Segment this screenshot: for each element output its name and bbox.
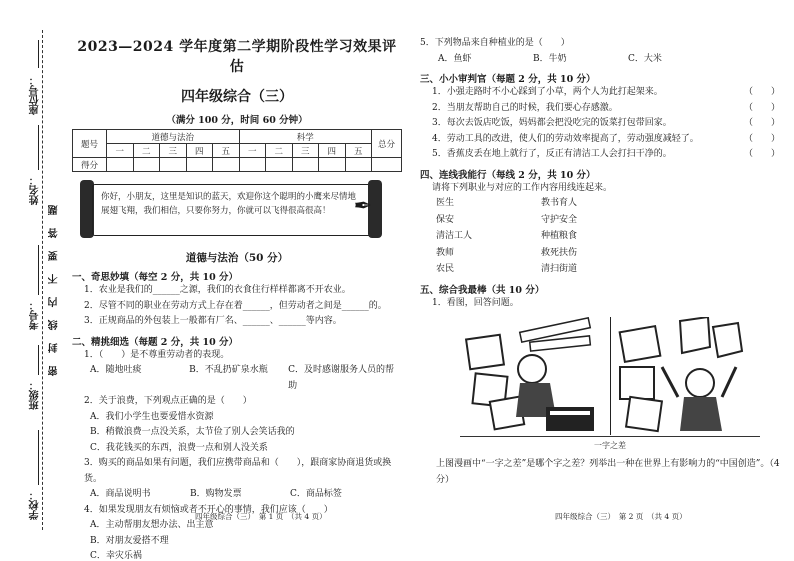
option[interactable]: B．牛奶 — [533, 53, 567, 64]
judge-item — [420, 132, 780, 148]
q-number: 一 — [239, 144, 266, 158]
q2-5-stem: 5．下列物品来自种植业的是（ ） — [420, 38, 570, 48]
school-blank[interactable] — [38, 430, 39, 485]
job-item[interactable]: 医生 — [436, 198, 455, 208]
option[interactable]: A．我们小学生也要爱惜水资源 — [90, 411, 214, 422]
job-item[interactable]: 教师 — [436, 247, 455, 258]
judge-item — [420, 116, 780, 132]
q3-title: 三、小小审判官（每题 2 分，共 10 分） — [420, 74, 596, 85]
q-number: 三 — [292, 144, 319, 158]
exam-number-blank[interactable] — [38, 245, 39, 295]
cartoon-illustration — [460, 317, 760, 437]
q1-item: 3．正规商品的外包装上一般都有厂名、______、______等内容。 — [84, 316, 342, 326]
page-1 — [72, 36, 402, 561]
q-number: 一 — [107, 144, 134, 158]
answer-bracket[interactable]: （ ） — [743, 118, 780, 128]
name-label: 姓名： — [30, 175, 41, 205]
q2-title: 二、精挑细选（每题 2 分，共 10 分） — [72, 336, 239, 348]
group-science: 科学 — [239, 130, 372, 144]
quill-pen-icon: ✒ — [353, 194, 372, 219]
seat-number-blank[interactable] — [38, 40, 39, 68]
q2-5-options — [420, 52, 780, 68]
q2-stem: 3．购买的商品如果有问题，我们应携带商品和（ ），跟商家协商退货或换货。 — [84, 458, 392, 484]
seal-char: 题 — [49, 205, 60, 215]
q-number: 三 — [160, 144, 187, 158]
seal-char: 答 — [49, 228, 60, 238]
job-item[interactable]: 农民 — [436, 264, 455, 274]
job-item[interactable]: 清洁工人 — [436, 231, 473, 241]
seal-char: 封 — [49, 343, 60, 353]
answer-bracket[interactable]: （ ） — [743, 133, 780, 144]
exam-number-label: 考号： — [30, 300, 41, 330]
option[interactable]: B．稍微浪费一点没关系，太节俭了别人会笑话我的 — [90, 427, 295, 437]
judge-item — [420, 101, 780, 117]
class-blank[interactable] — [38, 345, 39, 375]
total-header: 总分 — [372, 130, 402, 158]
page-2 — [420, 36, 780, 488]
option[interactable]: C．商品标签 — [290, 489, 342, 499]
group-moral-law: 道德与法治 — [107, 130, 240, 144]
score-cell[interactable] — [213, 158, 240, 172]
duty-item[interactable]: 清扫街道 — [541, 264, 578, 274]
page-footer-1: 四年级综合（三） 第 1 页 （共 4 页） — [195, 512, 327, 521]
encouragement-banner — [80, 180, 390, 238]
answer-bracket[interactable]: （ ） — [743, 149, 780, 159]
seal-char: 不 — [49, 274, 60, 284]
duty-item[interactable]: 守护安全 — [541, 214, 578, 225]
judge-text: 3．每次去饭店吃饭，妈妈都会把没吃完的饭菜打包带回家。 — [432, 118, 672, 128]
score-cell[interactable] — [186, 158, 213, 172]
option[interactable]: C．及时感谢服务人员的帮助 — [288, 365, 395, 391]
row-label-score: 得分 — [73, 158, 107, 172]
duty-item[interactable]: 教书育人 — [541, 198, 578, 208]
judge-text: 4．劳动工具的改进，使人们的劳动效率提高了，劳动强度减轻了。 — [432, 133, 699, 144]
q2-stem: 1．（ ）是不尊重劳动者的表现。 — [84, 349, 230, 360]
score-cell[interactable] — [292, 158, 319, 172]
q1-item: 2．尽管不同的职业在劳动方式上存在着______，但劳动者之间是______的。 — [84, 300, 387, 311]
matching-grid — [420, 196, 780, 278]
option[interactable]: A．鱼虾 — [438, 53, 472, 64]
q2-stem: 4．如果发现朋友有烦恼或者不开心的事情，我们应该（ ） — [84, 504, 333, 515]
q5-title: 五、综合我最棒（共 10 分） — [420, 284, 545, 296]
score-cell[interactable] — [133, 158, 160, 172]
q2-options — [72, 363, 402, 394]
score-cell[interactable] — [266, 158, 293, 172]
job-item[interactable]: 保安 — [436, 214, 455, 225]
cartoon-caption: 一字之差 — [594, 441, 626, 450]
total-score-cell[interactable] — [372, 158, 402, 172]
cartoon-left-panel-icon — [460, 317, 600, 435]
cartoon-right-panel-icon — [618, 317, 758, 435]
option[interactable]: C．我花钱买的东西，浪费一点和别人没关系 — [90, 442, 268, 453]
page-footer-2: 四年级综合（三） 第 2 页 （共 4 页） — [555, 512, 687, 521]
judge-text: 2．当朋友帮助自己的时候，我们要心存感激。 — [432, 102, 618, 113]
judge-item — [420, 85, 780, 101]
answer-bracket[interactable]: （ ） — [743, 102, 780, 113]
q-number: 四 — [319, 144, 346, 158]
exam-meta: （满分 100 分，时间 60 分钟） — [166, 115, 308, 126]
name-blank[interactable] — [38, 125, 39, 170]
option[interactable]: A．随地吐痰 — [90, 365, 142, 375]
school-label: 学校： — [30, 490, 41, 520]
score-cell[interactable] — [345, 158, 372, 172]
option[interactable]: B．对朋友爱搭不理 — [90, 535, 169, 546]
banner-text: 你好，小朋友，这里是知识的蓝天，欢迎你这个聪明的小鹰来尽情地展翅飞翔，我们相信，只要你努力，你就可以飞得很高很高！ — [92, 184, 372, 236]
q1-item: 1．农业是我们的______之源，我们的衣食住行样样都离不开农业。 — [84, 285, 351, 295]
option[interactable]: B．不乱扔矿泉水瓶 — [189, 365, 268, 375]
score-cell[interactable] — [160, 158, 187, 172]
q5-question: 上图漫画中“一字之差”是哪个字之差？列举出一种在世界上有影响力的“中国创造”。（4 分） — [436, 459, 780, 485]
seal-char: 内 — [49, 297, 60, 307]
judge-text: 1．小强走路时不小心踩到了小草，两个人为此打起架来。 — [432, 87, 663, 97]
score-cell[interactable] — [107, 158, 134, 172]
q-number: 四 — [186, 144, 213, 158]
exam-subtitle: 四年级综合（三） — [181, 89, 293, 105]
score-table — [72, 129, 402, 172]
option[interactable]: C．幸灾乐祸 — [90, 551, 142, 561]
q5-item: 1．看图，回答问题。 — [432, 297, 519, 308]
q4-title: 四、连线我能行（每线 2 分，共 10 分） — [420, 169, 596, 181]
q-number: 五 — [345, 144, 372, 158]
option[interactable]: B．购物发票 — [190, 489, 242, 499]
option[interactable]: A．主动帮朋友想办法、出主意 — [90, 520, 214, 530]
option[interactable]: A．商品说明书 — [90, 489, 151, 499]
judge-text: 5．香蕉皮丢在地上就行了，反正有清洁工人会打扫干净的。 — [432, 149, 672, 159]
q-number: 二 — [266, 144, 293, 158]
option[interactable]: C．大米 — [628, 53, 662, 64]
binding-sidebar — [0, 0, 64, 561]
seal-char: 线 — [49, 320, 60, 330]
judge-item — [420, 147, 780, 163]
seat-number-label: 座位号： — [30, 75, 41, 115]
cartoon-divider — [610, 317, 611, 435]
q-number: 五 — [213, 144, 240, 158]
exam-title: 2023—2024 学年度第二学期阶段性学习效果评估 — [77, 39, 397, 75]
section-moral-law: 道德与法治（50 分） — [185, 252, 289, 264]
q2-options — [72, 487, 402, 503]
score-cell[interactable] — [319, 158, 346, 172]
duty-item[interactable]: 种植粮食 — [541, 231, 578, 241]
seal-char: 密 — [49, 366, 60, 376]
q1-title: 一、奇思妙填（每空 2 分，共 10 分） — [72, 272, 239, 283]
row-label-question: 题号 — [73, 130, 107, 158]
class-label: 班级： — [30, 380, 41, 410]
seal-char: 要 — [49, 251, 60, 261]
score-cell[interactable] — [239, 158, 266, 172]
q2-stem: 2．关于浪费，下列观点正确的是（ ） — [84, 396, 252, 406]
answer-bracket[interactable]: （ ） — [743, 87, 780, 97]
q-number: 二 — [133, 144, 160, 158]
duty-item[interactable]: 救死扶伤 — [541, 247, 578, 258]
q4-instruction: 请将下列职业与对应的工作内容用线连起来。 — [432, 182, 613, 193]
